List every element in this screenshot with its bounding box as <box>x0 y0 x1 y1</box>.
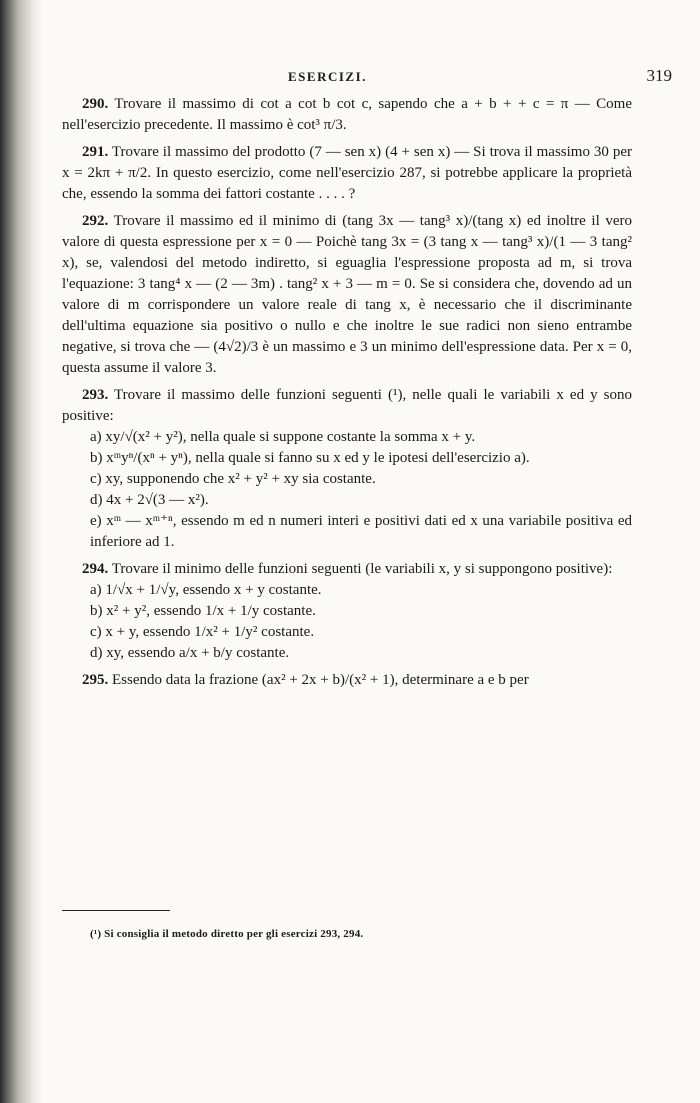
exercise-293-e: e) xᵐ — xᵐ⁺ⁿ, essendo m ed n numeri interi e positivi dati ed x una variabile positiva ed inferiore ad 1. <box>90 513 632 550</box>
exercise-293-b: b) xᵐyⁿ/(xⁿ + yⁿ), nella quale si fanno su x ed y le ipotesi dell'esercizio a). <box>90 450 530 466</box>
exercise-text: + c = π — Come nell'esercizio precedente. Il massimo è cot³ π/3. <box>62 96 632 133</box>
exercise-294-b: b) x² + y², essendo 1/x + 1/y costante. <box>90 603 316 619</box>
exercise-number: 290. <box>82 96 109 112</box>
page-number: 319 <box>646 66 672 85</box>
exercise-293-c: c) xy, supponendo che x² + y² + xy sia costante. <box>90 471 376 487</box>
exercise-293-d: d) 4x + 2√(3 — x²). <box>90 492 209 508</box>
exercise-number: 293. <box>82 387 109 403</box>
exercise-number: 295. <box>82 672 109 688</box>
exercises-body <box>62 94 632 691</box>
page-header <box>60 66 680 88</box>
exercise-text: Trovare il massimo delle funzioni seguenti (¹), nelle quali le variabili x ed y sono positive: <box>62 387 633 424</box>
footnote: (¹) Si consiglia il metodo diretto per gli esercizi 293, 294. <box>90 928 364 940</box>
exercise-number: 294. <box>82 561 109 577</box>
exercise-291 <box>62 142 632 205</box>
book-page <box>60 0 680 1103</box>
exercise-294 <box>62 559 632 580</box>
exercise-292 <box>62 211 632 379</box>
exercise-number: 292. <box>82 213 109 229</box>
exercise-294-d: d) xy, essendo a/x + b/y costante. <box>90 645 290 661</box>
exercise-293-a: a) xy/√(x² + y²), nella quale si suppone costante la somma x + y. <box>90 429 476 445</box>
exercise-295 <box>62 670 632 691</box>
running-title: ESERCIZI. <box>288 69 367 84</box>
exercise-number: 291. <box>82 144 109 160</box>
exercise-293 <box>62 385 632 427</box>
exercise-text: Trovare il massimo di cot a cot b cot c, sapendo che a + b + <box>114 96 512 112</box>
exercise-294-a: a) 1/√x + 1/√y, essendo x + y costante. <box>90 582 322 598</box>
exercise-text: Trovare il massimo ed il minimo di (tang 3x — tang³ x)/(tang x) ed inoltre il vero valore di questa espressione per x = 0 — Poichè tang 3x = (3 tang x — tang³ x)/(1 — 3 tang² x), se, valendosi del metodo indiretto, si eguaglia l'espressione proposta ad m, si trova l'equazione: 3 tang⁴ x — (2 — 3m) . tang² x + 3 — m = 0. Se si considera che, dovendo ad un valore di m corrispondere un valore reale di tang x, è necessario che il discriminante dell'ultima equazione sia positivo o nullo e che inoltre le sue radici non sieno entrambe negative, si trova che — (4√2)/3 è un massimo e 3 un minimo dell'espressione data. Per x = 0, questa assume il valore 3. <box>62 213 632 376</box>
book-binding-shadow <box>0 0 42 1103</box>
footnote-rule <box>62 910 170 911</box>
exercise-text: Trovare il minimo delle funzioni seguenti (le variabili x, y si suppongono positive): <box>111 561 613 577</box>
exercise-text: Trovare il massimo del prodotto (7 — sen x) (4 + sen x) — Si trova il massimo 30 per x = 2kπ + π/2. In questo esercizio, come nell'esercizio 287, si potrebbe applicare la proprietà che, essendo la somma dei fattori costante . . . . ? <box>62 144 632 202</box>
exercise-290 <box>62 94 632 136</box>
exercise-294-c: c) x + y, essendo 1/x² + 1/y² costante. <box>90 624 315 640</box>
exercise-text: Essendo data la frazione (ax² + 2x + b)/(x² + 1), determinare a e b per <box>112 672 529 688</box>
